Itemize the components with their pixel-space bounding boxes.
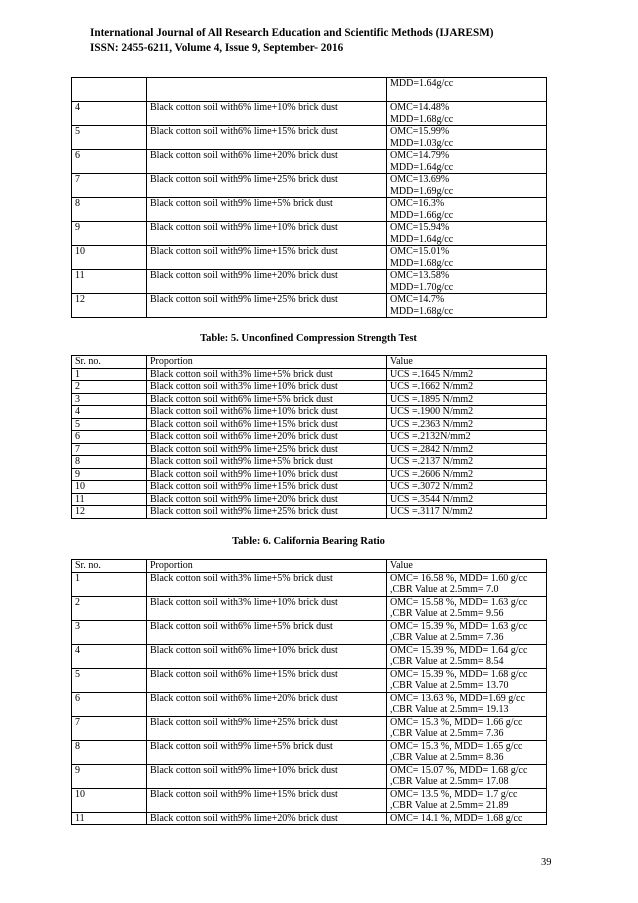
sr-no-cell: 10: [72, 788, 147, 812]
table-row: [72, 481, 547, 494]
value-line2: ,CBR Value at 2.5mm= 9.56: [390, 608, 504, 619]
proportion-cell: Black cotton soil with3% lime+10% brick dust: [147, 381, 387, 394]
table-row: [72, 102, 547, 126]
table-row: [72, 596, 547, 620]
value-cell: [387, 174, 547, 198]
value-line1: OMC= 13.5 %, MDD= 1.7 g/cc: [390, 788, 518, 800]
proportion-cell: Black cotton soil with3% lime+5% brick dust: [147, 572, 387, 596]
value-line1: OMC= 13.63 %, MDD=1.69 g/cc: [390, 692, 525, 704]
sr-no-cell: 5: [72, 126, 147, 150]
proportion-cell: Black cotton soil with6% lime+20% brick dust: [147, 431, 387, 444]
proportion-cell: Black cotton soil with3% lime+5% brick dust: [147, 368, 387, 381]
table-row: [72, 222, 547, 246]
value-line2: ,CBR Value at 2.5mm= 7.36: [390, 632, 504, 643]
value-cell: [387, 572, 547, 596]
table-row: [72, 418, 547, 431]
table-row: [72, 198, 547, 222]
table-omc-mdd-continued: [71, 77, 547, 318]
table-row: [72, 393, 547, 406]
value-cell: UCS =.1662 N/mm2: [387, 381, 547, 394]
table-row: [72, 381, 547, 394]
proportion-cell: Black cotton soil with9% lime+5% brick dust: [147, 456, 387, 469]
value-line2: ,CBR Value at 2.5mm= 13.70: [390, 680, 509, 691]
value-line1: OMC=14.48%: [390, 102, 450, 113]
table-row: [72, 668, 547, 692]
proportion-cell: Black cotton soil with6% lime+15% brick dust: [147, 126, 387, 150]
proportion-cell: Black cotton soil with6% lime+10% brick dust: [147, 406, 387, 419]
sr-no-cell: 3: [72, 393, 147, 406]
table-row: [72, 620, 547, 644]
table-row: [72, 692, 547, 716]
value-cell: UCS =.3544 N/mm2: [387, 493, 547, 506]
value-line2: MDD=1.68g/cc: [390, 257, 454, 269]
value-line1: OMC=14.7%: [390, 294, 445, 305]
value-cell: UCS =.2363 N/mm2: [387, 418, 547, 431]
proportion-cell: Black cotton soil with6% lime+5% brick dust: [147, 393, 387, 406]
sr-no-header: Sr. no.: [72, 560, 147, 573]
sr-no-cell: 8: [72, 740, 147, 764]
table-row: [72, 270, 547, 294]
table-row: [72, 740, 547, 764]
table-row: [72, 78, 547, 102]
header-row: [72, 356, 547, 369]
sr-no-cell: 6: [72, 150, 147, 174]
table-row: [72, 443, 547, 456]
value-cell: [387, 716, 547, 740]
value-cell: UCS =.1645 N/mm2: [387, 368, 547, 381]
value-line1: OMC=16.3%: [390, 198, 445, 209]
proportion-cell: Black cotton soil with9% lime+25% brick dust: [147, 443, 387, 456]
value-line2: MDD=1.03g/cc: [390, 137, 454, 149]
value-line2: MDD=1.68g/cc: [390, 113, 454, 125]
value-cell: UCS =.3117 N/mm2: [387, 506, 547, 519]
proportion-cell: Black cotton soil with6% lime+10% brick dust: [147, 644, 387, 668]
proportion-cell: Black cotton soil with9% lime+20% brick dust: [147, 812, 387, 825]
sr-no-cell: 8: [72, 198, 147, 222]
sr-no-cell: 11: [72, 270, 147, 294]
value-line2: ,CBR Value at 2.5mm= 7.36: [390, 728, 504, 739]
table-row: [72, 468, 547, 481]
table-row: [72, 716, 547, 740]
proportion-cell: Black cotton soil with9% lime+25% brick dust: [147, 716, 387, 740]
table-row: [72, 456, 547, 469]
proportion-cell: Black cotton soil with9% lime+10% brick dust: [147, 222, 387, 246]
proportion-header: Proportion: [147, 356, 387, 369]
value-cell: [387, 596, 547, 620]
value-line2: MDD=1.66g/cc: [390, 209, 454, 221]
value-line1: OMC= 15.3 %, MDD= 1.65 g/cc: [390, 740, 523, 752]
table-row: [72, 150, 547, 174]
value-line2: ,CBR Value at 2.5mm= 7.0: [390, 584, 499, 595]
sr-no-cell: 7: [72, 716, 147, 740]
value-cell: [387, 740, 547, 764]
sr-no-cell: 11: [72, 812, 147, 825]
proportion-cell: Black cotton soil with9% lime+10% brick dust: [147, 764, 387, 788]
sr-no-cell: 10: [72, 246, 147, 270]
value-cell: UCS =.1900 N/mm2: [387, 406, 547, 419]
value-line2: MDD=1.64g/cc: [390, 233, 454, 245]
proportion-cell: Black cotton soil with9% lime+20% brick dust: [147, 270, 387, 294]
value-cell: UCS =.2842 N/mm2: [387, 443, 547, 456]
value-cell: UCS =.2606 N/mm2: [387, 468, 547, 481]
value-cell: UCS =.2137 N/mm2: [387, 456, 547, 469]
value-cell: [387, 198, 547, 222]
value-cell: [387, 620, 547, 644]
value-cell: [387, 668, 547, 692]
sr-no-cell: 8: [72, 456, 147, 469]
proportion-cell: Black cotton soil with6% lime+20% brick dust: [147, 692, 387, 716]
sr-no-cell: 1: [72, 572, 147, 596]
value-cell: [387, 644, 547, 668]
value-cell: UCS =.3072 N/mm2: [387, 481, 547, 494]
table-row: [72, 812, 547, 825]
value-cell: [387, 246, 547, 270]
table-row: [72, 788, 547, 812]
value-cell: [387, 102, 547, 126]
proportion-cell: Black cotton soil with9% lime+15% brick dust: [147, 246, 387, 270]
value-line1: OMC= 15.39 %, MDD= 1.64 g/cc: [390, 644, 528, 656]
page-number: 39: [541, 857, 552, 868]
value-line2: MDD=1.70g/cc: [390, 281, 454, 293]
table-row: [72, 644, 547, 668]
journal-title: International Journal of All Research Education and Scientific Methods (IJARESM): [90, 27, 494, 39]
sr-no-cell: 6: [72, 692, 147, 716]
journal-header: [90, 26, 494, 56]
proportion-cell: Black cotton soil with9% lime+25% brick dust: [147, 174, 387, 198]
value-line2: MDD=1.64g/cc: [390, 78, 454, 89]
journal-issn: ISSN: 2455-6211, Volume 4, Issue 9, September- 2016: [90, 42, 344, 54]
sr-no-cell: 9: [72, 468, 147, 481]
value-line1: OMC=14.79%: [390, 150, 450, 161]
table-ucs: [71, 355, 547, 519]
sr-no-cell: 5: [72, 668, 147, 692]
proportion-cell: Black cotton soil with9% lime+5% brick dust: [147, 740, 387, 764]
value-cell: [387, 150, 547, 174]
value-line1: OMC=15.99%: [390, 126, 450, 137]
sr-no-header: Sr. no.: [72, 356, 147, 369]
value-cell: [387, 788, 547, 812]
sr-no-cell: 4: [72, 406, 147, 419]
value-line2: ,CBR Value at 2.5mm= 8.36: [390, 752, 504, 763]
table-row: [72, 406, 547, 419]
table-row: [72, 572, 547, 596]
sr-no-cell: 7: [72, 443, 147, 456]
value-line1: OMC=15.94%: [390, 222, 450, 233]
value-line1: OMC= 15.58 %, MDD= 1.63 g/cc: [390, 596, 528, 608]
proportion-cell: Black cotton soil with9% lime+25% brick dust: [147, 294, 387, 318]
value-cell: OMC= 14.1 %, MDD= 1.68 g/cc: [387, 812, 547, 825]
value-cell: [387, 294, 547, 318]
sr-no-cell: 12: [72, 294, 147, 318]
proportion-cell: Black cotton soil with9% lime+10% brick dust: [147, 468, 387, 481]
sr-no-cell: 5: [72, 418, 147, 431]
value-line2: ,CBR Value at 2.5mm= 8.54: [390, 656, 504, 667]
value-line1: OMC=13.69%: [390, 174, 450, 185]
proportion-cell: Black cotton soil with6% lime+20% brick dust: [147, 150, 387, 174]
value-line2: ,CBR Value at 2.5mm= 19.13: [390, 704, 509, 715]
sr-no-cell: 2: [72, 381, 147, 394]
value-header: Value: [387, 560, 547, 573]
value-line2: MDD=1.69g/cc: [390, 185, 454, 197]
value-line1: OMC= 15.39 %, MDD= 1.63 g/cc: [390, 620, 528, 632]
proportion-cell: Black cotton soil with6% lime+5% brick dust: [147, 620, 387, 644]
value-cell: UCS =.1895 N/mm2: [387, 393, 547, 406]
sr-no-cell: 4: [72, 102, 147, 126]
sr-no-cell: 11: [72, 493, 147, 506]
value-line2: MDD=1.68g/cc: [390, 305, 454, 317]
value-header: Value: [387, 356, 547, 369]
value-line1: OMC=15.01%: [390, 246, 450, 257]
value-line1: OMC= 15.07 %, MDD= 1.68 g/cc: [390, 764, 528, 776]
sr-no-cell: 4: [72, 644, 147, 668]
table-row: [72, 126, 547, 150]
value-cell: UCS =.2132N/mm2: [387, 431, 547, 444]
table-cbr: [71, 559, 547, 825]
sr-no-cell: 6: [72, 431, 147, 444]
value-line1: OMC= 16.58 %, MDD= 1.60 g/cc: [390, 572, 528, 584]
table6-caption: Table: 6. California Bearing Ratio: [232, 536, 385, 547]
sr-no-cell: 10: [72, 481, 147, 494]
value-line2: ,CBR Value at 2.5mm= 21.89: [390, 800, 509, 811]
proportion-cell: Black cotton soil with9% lime+5% brick dust: [147, 198, 387, 222]
sr-no-cell: 2: [72, 596, 147, 620]
proportion-cell: Black cotton soil with9% lime+20% brick dust: [147, 493, 387, 506]
proportion-header: Proportion: [147, 560, 387, 573]
sr-no-cell: [72, 78, 147, 102]
proportion-cell: Black cotton soil with3% lime+10% brick dust: [147, 596, 387, 620]
table-row: [72, 506, 547, 519]
value-line1: OMC=13.58%: [390, 270, 450, 281]
value-line1: OMC= 15.39 %, MDD= 1.68 g/cc: [390, 668, 528, 680]
sr-no-cell: 9: [72, 764, 147, 788]
proportion-cell: Black cotton soil with6% lime+10% brick dust: [147, 102, 387, 126]
value-line2: MDD=1.64g/cc: [390, 161, 454, 173]
table-row: [72, 764, 547, 788]
table-row: [72, 246, 547, 270]
value-cell: [387, 692, 547, 716]
sr-no-cell: 1: [72, 368, 147, 381]
value-cell: [387, 126, 547, 150]
table-row: [72, 294, 547, 318]
table-row: [72, 368, 547, 381]
proportion-cell: Black cotton soil with6% lime+15% brick dust: [147, 418, 387, 431]
proportion-cell: [147, 78, 387, 102]
value-cell: [387, 78, 547, 102]
proportion-cell: Black cotton soil with9% lime+25% brick dust: [147, 506, 387, 519]
sr-no-cell: 9: [72, 222, 147, 246]
proportion-cell: Black cotton soil with6% lime+15% brick dust: [147, 668, 387, 692]
value-cell: [387, 270, 547, 294]
table-row: [72, 431, 547, 444]
sr-no-cell: 12: [72, 506, 147, 519]
table-row: [72, 174, 547, 198]
proportion-cell: Black cotton soil with9% lime+15% brick dust: [147, 481, 387, 494]
header-row: [72, 560, 547, 573]
table-row: [72, 493, 547, 506]
sr-no-cell: 7: [72, 174, 147, 198]
value-cell: [387, 764, 547, 788]
proportion-cell: Black cotton soil with9% lime+15% brick dust: [147, 788, 387, 812]
sr-no-cell: 3: [72, 620, 147, 644]
value-line1: OMC= 15.3 %, MDD= 1.66 g/cc: [390, 716, 523, 728]
table5-caption: Table: 5. Unconfined Compression Strength Test: [200, 333, 417, 344]
value-line2: ,CBR Value at 2.5mm= 17.08: [390, 776, 509, 787]
value-cell: [387, 222, 547, 246]
